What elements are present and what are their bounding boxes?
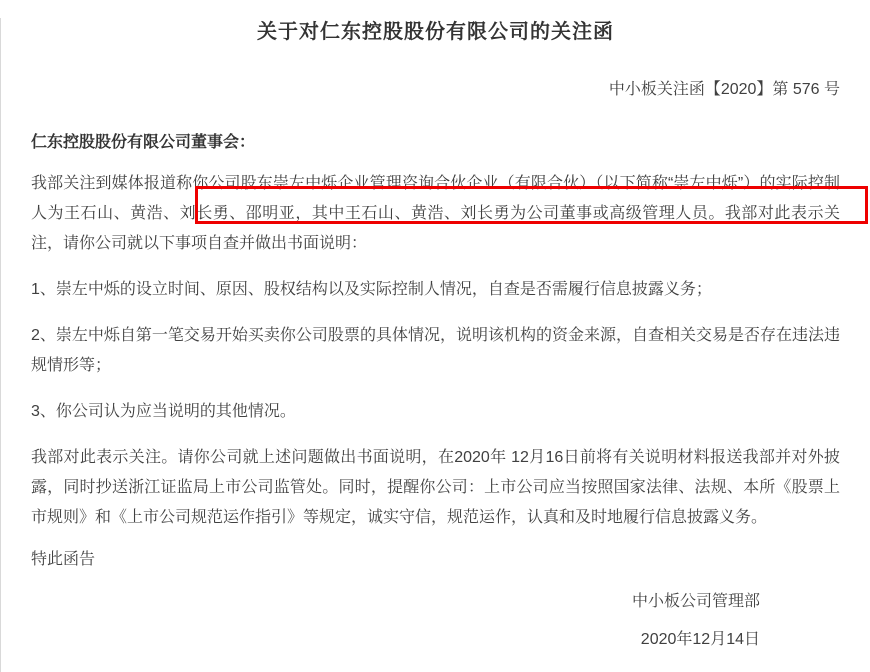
list-item-3: 3、你公司认为应当说明的其他情况。: [31, 403, 296, 420]
signature-date: 2020年12月14日: [640, 631, 760, 648]
closing-line: 特此函告: [31, 551, 96, 568]
paragraph-instructions: 我部对此表示关注。请你公司就上述问题做出书面说明，在2020年 12月16日前将有关说明材料报送我部并对外披露，同时抄送浙江证监局上市公司监管处。同时，提醒你公司：上市公司应当按照国家法律、法规、本所《股票上市规则》和《上市公司规范运作指引》等规定，诚实守信，规范运作，认真和及时地履行信息披露义务。: [31, 449, 840, 526]
addressee-line: 仁东控股股份有限公司董事会：: [31, 134, 256, 151]
intro-prefix-text: 我部关注到媒体报道称: [31, 175, 193, 192]
document-page: [0, 18, 870, 672]
intro-suffix-text: 制人为王石山、黄浩、刘长勇、邵明亚，其中王石山、黄浩、刘长勇为公司董事或高级管理人员。我部对此表示关注，请你公司就以下事项自查并做出书面说明：: [31, 175, 840, 252]
paragraph-intro: [31, 169, 840, 259]
signature-department: 中小板公司管理部: [631, 593, 760, 610]
document-title: 关于对仁东控股股份有限公司的关注函: [257, 21, 614, 43]
highlighted-text: 你公司股东崇左中烁企业管理咨询合伙企业（有限合伙）（以下简称“崇左中烁”）的实际控: [192, 175, 824, 192]
list-item-1: 1、崇左中烁的设立时间、原因、股权结构以及实际控制人情况，自查是否需履行信息披露义务；: [31, 281, 712, 298]
document-number: 中小板关注函【2020】第 576 号: [608, 81, 840, 98]
list-item-2: 2、崇左中烁自第一笔交易开始买卖你公司股票的具体情况，说明该机构的资金来源，自查相关交易是否存在违法违规情形等；: [31, 327, 840, 374]
